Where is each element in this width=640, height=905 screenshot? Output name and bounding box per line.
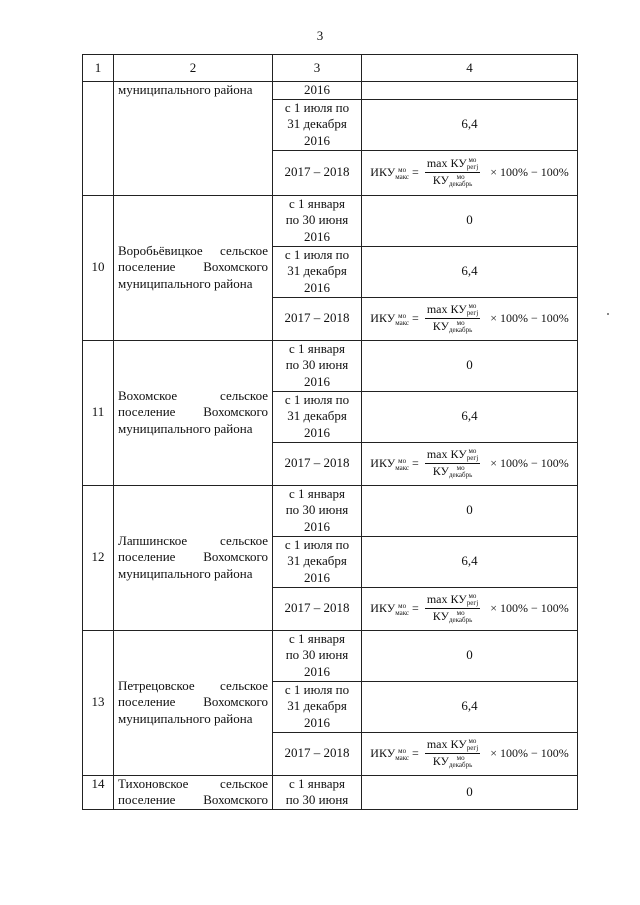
formula-lhs-main: ИКУ [370, 165, 396, 180]
row-number-cell: 13 [83, 630, 114, 775]
value-cell: 0 [362, 775, 578, 809]
numerator-main: max КУ [426, 591, 467, 606]
settlement-name-line: муниципального района [118, 420, 253, 436]
settlement-name-line: поселение Вохомского [118, 259, 268, 275]
settlement-name-line: муниципального района [118, 710, 253, 726]
row-number-cell: 11 [83, 340, 114, 485]
period-line: 2016 [304, 663, 330, 679]
formula-denominator [431, 754, 475, 769]
formula-lhs-sub: макс [395, 608, 410, 617]
iku-formula [370, 303, 568, 335]
denominator-sup: мо [456, 464, 465, 473]
numerator-sub: регj [466, 163, 479, 171]
numerator-main: max КУ [426, 446, 467, 461]
numerator-main: max КУ [426, 736, 467, 751]
value-cell: 6,4 [362, 536, 578, 587]
denominator-index [449, 174, 472, 188]
denominator-sup: мо [456, 754, 465, 763]
formula-lhs-sub: макс [395, 318, 410, 327]
denominator-main: КУ [432, 754, 449, 768]
period-line: с 1 июля по [284, 99, 350, 115]
settlement-name-cell [114, 340, 273, 485]
period-line: с 1 января [289, 485, 345, 501]
period-line: с 1 января [289, 775, 345, 791]
value-cell: 6,4 [362, 246, 578, 297]
formula-tail: × 100% − 100% [490, 456, 569, 471]
numerator-sub: регj [466, 744, 479, 752]
denominator-index [449, 320, 472, 334]
numerator-sup: мо [468, 447, 477, 455]
denominator-main: КУ [432, 319, 449, 333]
denominator-index [449, 610, 472, 624]
formula-lhs [370, 455, 409, 472]
period-line: 31 декабря [287, 553, 347, 569]
numerator-index [467, 593, 478, 607]
formula-lhs [370, 164, 409, 181]
period-cell: 2016 [273, 82, 362, 100]
value-cell: 0 [362, 630, 578, 681]
settlement-name-cell [114, 485, 273, 630]
period-cell: 2017 – 2018 [273, 587, 362, 630]
period-line: с 1 января [289, 340, 345, 356]
period-line: 2016 [304, 373, 330, 389]
period-line: 2016 [304, 279, 330, 295]
period-line: с 1 июля по [284, 681, 350, 697]
formula-cell [362, 442, 578, 485]
header-col-4: 4 [362, 55, 578, 82]
settlement-name-line: Петрецовское сельское [118, 677, 268, 693]
value-cell: 6,4 [362, 99, 578, 150]
period-cell [273, 630, 362, 681]
denominator-main: КУ [432, 609, 449, 623]
formula-lhs-sup: мо [398, 165, 407, 174]
value-cell: 0 [362, 340, 578, 391]
formula-tail: × 100% − 100% [490, 601, 569, 616]
formula-lhs-main: ИКУ [370, 456, 396, 471]
numerator-index [467, 157, 478, 171]
numerator-main: max КУ [426, 301, 467, 316]
formula-lhs-sup: мо [398, 311, 407, 320]
period-line: по 30 июня [285, 647, 349, 663]
formula-equals: = [412, 456, 419, 471]
row-number-cell: 14 [83, 775, 114, 809]
period-cell: 2017 – 2018 [273, 150, 362, 195]
table-row [83, 775, 578, 809]
numerator-main: max КУ [426, 155, 467, 170]
header-col-1: 1 [83, 55, 114, 82]
formula-lhs-sup: мо [398, 746, 407, 755]
denominator-sub: декабрь [448, 180, 473, 189]
iku-formula [370, 448, 568, 480]
formula-equals: = [412, 165, 419, 180]
formula-numerator [425, 738, 480, 754]
settlement-name-cell [114, 82, 273, 196]
value-cell: 0 [362, 195, 578, 246]
numerator-sup: мо [468, 302, 477, 310]
denominator-sub: декабрь [448, 616, 473, 625]
header-col-2: 2 [114, 55, 273, 82]
period-line: 31 декабря [287, 698, 347, 714]
numerator-index [467, 303, 478, 317]
denominator-sub: декабрь [448, 761, 473, 770]
formula-fraction [425, 738, 480, 770]
period-line: по 30 июня [285, 212, 349, 228]
settlement-name-cell [114, 630, 273, 775]
formula-lhs-sub: макс [395, 172, 410, 181]
denominator-main: КУ [432, 173, 449, 187]
formula-tail: × 100% − 100% [490, 311, 569, 326]
numerator-sup: мо [468, 737, 477, 745]
settlement-name-line: Тихоновское сельское [118, 775, 268, 791]
iku-formula [370, 157, 568, 189]
formula-tail: × 100% − 100% [490, 165, 569, 180]
formula-lhs-index [395, 167, 409, 181]
formula-tail: × 100% − 100% [490, 746, 569, 761]
period-cell [273, 775, 362, 809]
formula-denominator [431, 609, 475, 624]
tariff-table [82, 54, 578, 810]
period-cell [273, 99, 362, 150]
period-cell [273, 485, 362, 536]
period-cell [273, 536, 362, 587]
table-row [83, 195, 578, 246]
formula-lhs-main: ИКУ [370, 746, 396, 761]
period-line: 2016 [304, 569, 330, 585]
value-cell [362, 82, 578, 100]
period-cell [273, 681, 362, 732]
table-row [83, 630, 578, 681]
formula-numerator [425, 157, 480, 173]
formula-equals: = [412, 601, 419, 616]
denominator-index [449, 465, 472, 479]
period-line: по 30 июня [285, 792, 349, 807]
header-col-3: 3 [273, 55, 362, 82]
formula-lhs-sub: макс [395, 463, 410, 472]
numerator-sub: регj [466, 454, 479, 462]
table-row [83, 485, 578, 536]
denominator-sub: декабрь [448, 471, 473, 480]
row-number-cell: 10 [83, 195, 114, 340]
formula-lhs-index [395, 603, 409, 617]
formula-lhs-main: ИКУ [370, 601, 396, 616]
numerator-sub: регj [466, 599, 479, 607]
period-cell: 2017 – 2018 [273, 442, 362, 485]
period-cell [273, 340, 362, 391]
period-cell [273, 246, 362, 297]
period-line: с 1 января [289, 195, 345, 211]
formula-numerator [425, 303, 480, 319]
settlement-name-line: поселение Вохомского [118, 404, 268, 420]
settlement-name-cell [114, 775, 273, 809]
formula-lhs-index [395, 313, 409, 327]
formula-cell [362, 732, 578, 775]
settlement-name-line: муниципального района [118, 565, 253, 581]
formula-fraction [425, 157, 480, 189]
numerator-sub: регj [466, 309, 479, 317]
iku-formula [370, 593, 568, 625]
formula-lhs-sub: макс [395, 753, 410, 762]
row-number-cell [83, 82, 114, 196]
formula-lhs [370, 310, 409, 327]
period-line: с 1 июля по [284, 391, 350, 407]
period-line: 2016 [304, 228, 330, 244]
value-cell: 6,4 [362, 391, 578, 442]
numerator-sup: мо [468, 156, 477, 164]
period-line: 31 декабря [287, 263, 347, 279]
formula-denominator [431, 173, 475, 188]
table-row [83, 340, 578, 391]
table-header-row [83, 55, 578, 82]
formula-cell [362, 150, 578, 195]
period-line: с 1 июля по [284, 536, 350, 552]
formula-lhs-main: ИКУ [370, 311, 396, 326]
formula-lhs [370, 745, 409, 762]
settlement-name-line: поселение Вохомского [118, 792, 268, 807]
denominator-sup: мо [456, 609, 465, 618]
period-line: 2016 [304, 518, 330, 534]
denominator-sub: декабрь [448, 326, 473, 335]
period-line: 2016 [304, 424, 330, 440]
numerator-index [467, 448, 478, 462]
period-line: 31 декабря [287, 116, 347, 132]
settlement-name-cell [114, 195, 273, 340]
scan-mark [607, 313, 609, 315]
formula-equals: = [412, 746, 419, 761]
numerator-sup: мо [468, 592, 477, 600]
page-number: 3 [316, 28, 324, 43]
numerator-index [467, 738, 478, 752]
period-line: с 1 января [289, 630, 345, 646]
settlement-name-line: Лапшинское сельское [118, 532, 268, 548]
denominator-index [449, 755, 472, 769]
denominator-sup: мо [456, 319, 465, 328]
period-line: с 1 июля по [284, 246, 350, 262]
formula-fraction [425, 448, 480, 480]
formula-cell [362, 587, 578, 630]
settlement-name-line: поселение Вохомского [118, 694, 268, 710]
formula-lhs-sup: мо [398, 456, 407, 465]
settlement-name-line: муниципального района [118, 275, 253, 291]
formula-fraction [425, 593, 480, 625]
formula-fraction [425, 303, 480, 335]
period-line: 2016 [304, 714, 330, 730]
value-cell: 6,4 [362, 681, 578, 732]
formula-denominator [431, 464, 475, 479]
formula-numerator [425, 448, 480, 464]
period-cell: 2017 – 2018 [273, 297, 362, 340]
formula-numerator [425, 593, 480, 609]
formula-lhs-index [395, 458, 409, 472]
formula-cell [362, 297, 578, 340]
denominator-sup: мо [456, 173, 465, 182]
period-cell [273, 195, 362, 246]
period-line: 2016 [304, 132, 330, 148]
period-line: 31 декабря [287, 408, 347, 424]
period-cell: 2017 – 2018 [273, 732, 362, 775]
settlement-name-line: муниципального района [118, 82, 253, 97]
denominator-main: КУ [432, 464, 449, 478]
value-cell: 0 [362, 485, 578, 536]
formula-lhs-sup: мо [398, 601, 407, 610]
formula-equals: = [412, 311, 419, 326]
settlement-name-line: Вохомское сельское [118, 387, 268, 403]
period-cell [273, 391, 362, 442]
period-line: по 30 июня [285, 357, 349, 373]
row-number-cell: 12 [83, 485, 114, 630]
table-row [83, 82, 578, 100]
period-line: по 30 июня [285, 502, 349, 518]
iku-formula [370, 738, 568, 770]
settlement-name-line: поселение Вохомского [118, 549, 268, 565]
formula-denominator [431, 319, 475, 334]
formula-lhs-index [395, 748, 409, 762]
settlement-name-line: Воробьёвицкое сельское [118, 242, 268, 258]
formula-lhs [370, 600, 409, 617]
